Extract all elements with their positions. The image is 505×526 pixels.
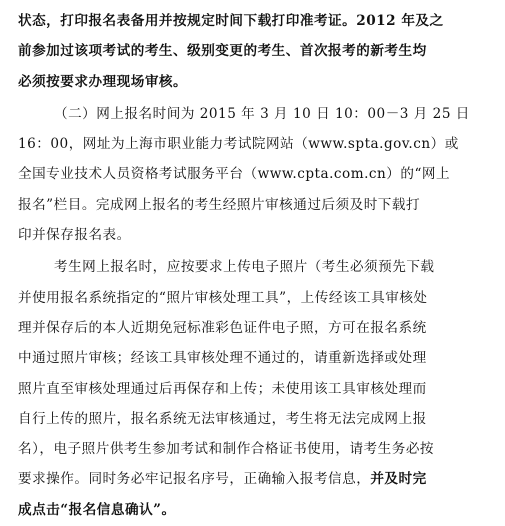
text-line: 考生网上报名时，应按要求上传电子照片（考生必须预先下载 bbox=[54, 259, 435, 276]
text-line: 报名”栏目。完成网上报名的考生经照片审核通过后须及时下载打 bbox=[18, 196, 421, 213]
text-line: 中通过照片审核；经该工具审核处理不通过的，请重新选择或处理 bbox=[18, 350, 427, 367]
text-line: 名），电子照片供考生参加考试和制作合格证书使用，请考生务必按 bbox=[18, 441, 435, 458]
text-line: 印并保存报名表。 bbox=[18, 227, 131, 244]
text-line: 16：00，网址为上海市职业能力考试院网站（www.spta.gov.cn）或 bbox=[18, 136, 459, 153]
bold-text-segment: 并及时完 bbox=[370, 471, 427, 488]
text-line bbox=[18, 464, 487, 494]
paragraph-status bbox=[18, 6, 487, 97]
text-line: 理并保存后的本人近期免冠标准彩色证件电子照，方可在报名系统 bbox=[18, 319, 427, 336]
paragraph-photo-upload bbox=[18, 252, 487, 525]
text-line-bold: 成点击“报名信息确认”。 bbox=[18, 501, 176, 518]
paragraph-registration-time bbox=[18, 99, 487, 250]
text-line: 前参加过该项考试的考生、级别变更的考生、首次报考的新考生均 bbox=[18, 43, 427, 60]
text-line: （二）网上报名时间为 2015 年 3 月 10 日 10：00－3 月 25 日 bbox=[54, 105, 470, 122]
text-line: 状态，打印报名表备用并按规定时间下载打印准考证。2012 年及之 bbox=[18, 13, 444, 29]
text-line: 照片直至审核处理通过后再保存和上传；未使用该工具审核处理而 bbox=[18, 380, 427, 397]
text-line: 并使用报名系统指定的“照片审核处理工具”，上传经该工具审核处 bbox=[18, 289, 428, 306]
text-segment: 要求操作。同时务必牢记报名序号，正确输入报考信息， bbox=[18, 471, 371, 488]
text-line: 自行上传的照片，报名系统无法审核通过，考生将无法完成网上报 bbox=[18, 410, 427, 427]
text-line: 必须按要求办理现场审核。 bbox=[18, 73, 188, 90]
text-line: 全国专业技术人员资格考试服务平台（www.cpta.com.cn）的“网上 bbox=[18, 166, 451, 183]
